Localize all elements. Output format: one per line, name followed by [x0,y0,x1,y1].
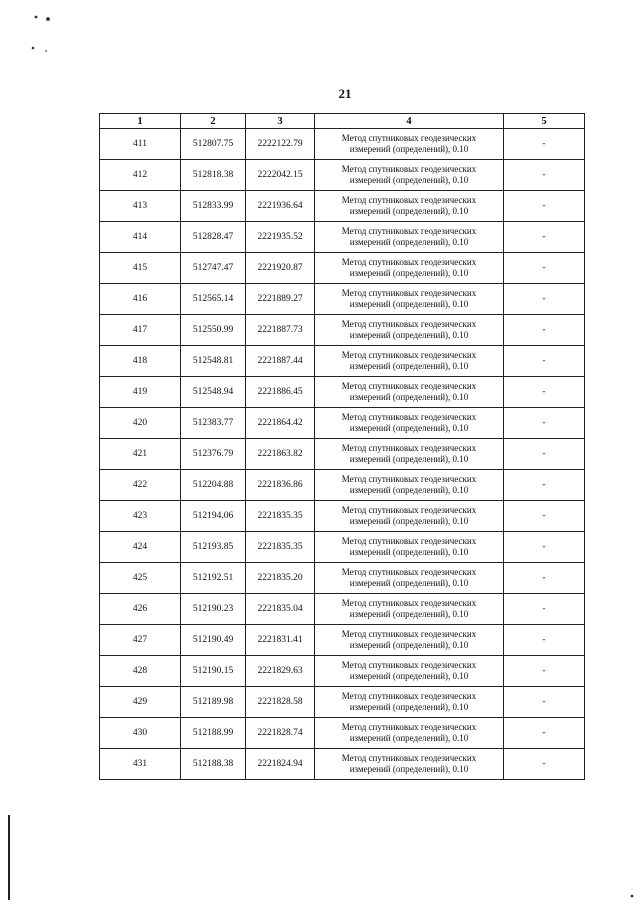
y-coordinate-cell: 2222042.15 [246,160,315,191]
table-row [100,377,585,408]
method-line-2: измерений (определений), 0.10 [349,609,469,619]
y-coordinate-cell: 2222122.79 [246,129,315,160]
point-number-cell: 413 [100,191,181,222]
y-coordinate-cell: 2221887.44 [246,346,315,377]
header-col-3: 3 [246,114,315,129]
method-line-1: Метод спутниковых геодезических [341,443,477,453]
y-coordinate-cell: 2221828.74 [246,718,315,749]
table-row [100,160,585,191]
x-coordinate-cell: 512747.47 [181,253,246,284]
table-row [100,625,585,656]
method-cell [315,563,504,594]
x-coordinate-cell: 512807.75 [181,129,246,160]
x-coordinate-cell: 512833.99 [181,191,246,222]
method-line-1: Метод спутниковых геодезических [341,505,477,515]
point-number-cell: 427 [100,625,181,656]
point-number-cell: 431 [100,749,181,780]
method-line-1: Метод спутниковых геодезических [341,753,477,763]
y-coordinate-cell: 2221863.82 [246,439,315,470]
point-number-cell: 418 [100,346,181,377]
column-5-cell: - [504,346,585,377]
method-line-2: измерений (определений), 0.10 [349,423,469,433]
point-number-cell: 420 [100,408,181,439]
table-row [100,470,585,501]
column-5-cell: - [504,129,585,160]
scan-speck [631,895,634,898]
method-line-2: измерений (определений), 0.10 [349,175,469,185]
method-line-2: измерений (определений), 0.10 [349,237,469,247]
point-number-cell: 414 [100,222,181,253]
scan-speck [45,50,47,52]
y-coordinate-cell: 2221828.58 [246,687,315,718]
method-cell [315,687,504,718]
method-line-1: Метод спутниковых геодезических [341,691,477,701]
method-line-1: Метод спутниковых геодезических [341,567,477,577]
method-line-2: измерений (определений), 0.10 [349,206,469,216]
table-row [100,718,585,749]
y-coordinate-cell: 2221864.42 [246,408,315,439]
method-cell [315,470,504,501]
method-cell [315,718,504,749]
method-cell [315,377,504,408]
method-line-1: Метод спутниковых геодезических [341,598,477,608]
method-line-2: измерений (определений), 0.10 [349,733,469,743]
point-number-cell: 419 [100,377,181,408]
table-row [100,656,585,687]
point-number-cell: 426 [100,594,181,625]
method-line-1: Метод спутниковых геодезических [341,722,477,732]
table-row [100,563,585,594]
method-line-1: Метод спутниковых геодезических [341,195,477,205]
table-row [100,749,585,780]
x-coordinate-cell: 512188.38 [181,749,246,780]
method-cell [315,408,504,439]
column-5-cell: - [504,718,585,749]
method-cell [315,594,504,625]
coordinates-table [99,113,585,780]
page-number: 21 [338,86,352,101]
column-5-cell: - [504,408,585,439]
y-coordinate-cell: 2221920.87 [246,253,315,284]
column-5-cell: - [504,563,585,594]
method-line-1: Метод спутниковых геодезических [341,288,477,298]
method-cell [315,656,504,687]
method-line-1: Метод спутниковых геодезических [341,226,477,236]
column-5-cell: - [504,470,585,501]
x-coordinate-cell: 512188.99 [181,718,246,749]
column-5-cell: - [504,687,585,718]
method-line-2: измерений (определений), 0.10 [349,454,469,464]
table-row [100,129,585,160]
table-row [100,594,585,625]
table-row [100,687,585,718]
column-5-cell: - [504,501,585,532]
x-coordinate-cell: 512548.94 [181,377,246,408]
column-5-cell: - [504,377,585,408]
column-5-cell: - [504,532,585,563]
x-coordinate-cell: 512828.47 [181,222,246,253]
y-coordinate-cell: 2221829.63 [246,656,315,687]
table-row [100,439,585,470]
y-coordinate-cell: 2221889.27 [246,284,315,315]
header-col-4: 4 [315,114,504,129]
y-coordinate-cell: 2221886.45 [246,377,315,408]
method-line-2: измерений (определений), 0.10 [349,671,469,681]
header-col-1: 1 [100,114,181,129]
column-5-cell: - [504,160,585,191]
header-row [100,114,585,129]
x-coordinate-cell: 512550.99 [181,315,246,346]
point-number-cell: 424 [100,532,181,563]
point-number-cell: 423 [100,501,181,532]
point-number-cell: 429 [100,687,181,718]
method-cell [315,253,504,284]
point-number-cell: 428 [100,656,181,687]
point-number-cell: 421 [100,439,181,470]
x-coordinate-cell: 512204.88 [181,470,246,501]
table-row [100,253,585,284]
column-5-cell: - [504,625,585,656]
method-cell [315,625,504,656]
table-row [100,346,585,377]
table-row [100,501,585,532]
point-number-cell: 416 [100,284,181,315]
y-coordinate-cell: 2221836.86 [246,470,315,501]
point-number-cell: 425 [100,563,181,594]
method-cell [315,222,504,253]
method-line-1: Метод спутниковых геодезических [341,257,477,267]
table-row [100,191,585,222]
column-5-cell: - [504,749,585,780]
x-coordinate-cell: 512190.15 [181,656,246,687]
method-line-1: Метод спутниковых геодезических [341,381,477,391]
method-line-2: измерений (определений), 0.10 [349,485,469,495]
scan-edge-line [8,815,10,900]
table-row [100,315,585,346]
method-line-2: измерений (определений), 0.10 [349,764,469,774]
method-line-1: Метод спутниковых геодезических [341,660,477,670]
x-coordinate-cell: 512189.98 [181,687,246,718]
y-coordinate-cell: 2221831.41 [246,625,315,656]
header-col-2: 2 [181,114,246,129]
y-coordinate-cell: 2221835.35 [246,501,315,532]
point-number-cell: 415 [100,253,181,284]
method-line-2: измерений (определений), 0.10 [349,268,469,278]
column-5-cell: - [504,656,585,687]
method-line-1: Метод спутниковых геодезических [341,350,477,360]
column-5-cell: - [504,253,585,284]
method-cell [315,315,504,346]
scan-speck [46,17,50,21]
method-line-1: Метод спутниковых геодезических [341,133,477,143]
x-coordinate-cell: 512192.51 [181,563,246,594]
x-coordinate-cell: 512190.23 [181,594,246,625]
method-cell [315,346,504,377]
x-coordinate-cell: 512193.85 [181,532,246,563]
table-row [100,284,585,315]
method-line-1: Метод спутниковых геодезических [341,319,477,329]
x-coordinate-cell: 512383.77 [181,408,246,439]
x-coordinate-cell: 512190.49 [181,625,246,656]
method-line-2: измерений (определений), 0.10 [349,702,469,712]
method-line-1: Метод спутниковых геодезических [341,629,477,639]
y-coordinate-cell: 2221824.94 [246,749,315,780]
method-line-1: Метод спутниковых геодезических [341,164,477,174]
method-line-2: измерений (определений), 0.10 [349,392,469,402]
method-line-2: измерений (определений), 0.10 [349,516,469,526]
method-cell [315,129,504,160]
point-number-cell: 412 [100,160,181,191]
x-coordinate-cell: 512818.38 [181,160,246,191]
method-cell [315,439,504,470]
point-number-cell: 411 [100,129,181,160]
y-coordinate-cell: 2221936.64 [246,191,315,222]
y-coordinate-cell: 2221835.35 [246,532,315,563]
method-line-2: измерений (определений), 0.10 [349,299,469,309]
method-cell [315,160,504,191]
column-5-cell: - [504,439,585,470]
method-line-2: измерений (определений), 0.10 [349,144,469,154]
method-line-2: измерений (определений), 0.10 [349,547,469,557]
x-coordinate-cell: 512565.14 [181,284,246,315]
method-line-2: измерений (определений), 0.10 [349,330,469,340]
method-cell [315,284,504,315]
method-cell [315,191,504,222]
column-5-cell: - [504,284,585,315]
column-5-cell: - [504,315,585,346]
method-cell [315,749,504,780]
column-5-cell: - [504,222,585,253]
header-col-5: 5 [504,114,585,129]
method-line-1: Метод спутниковых геодезических [341,474,477,484]
table-row [100,222,585,253]
x-coordinate-cell: 512548.81 [181,346,246,377]
method-line-2: измерений (определений), 0.10 [349,640,469,650]
y-coordinate-cell: 2221935.52 [246,222,315,253]
point-number-cell: 422 [100,470,181,501]
method-line-1: Метод спутниковых геодезических [341,412,477,422]
y-coordinate-cell: 2221835.04 [246,594,315,625]
method-line-1: Метод спутниковых геодезических [341,536,477,546]
table-row [100,532,585,563]
y-coordinate-cell: 2221835.20 [246,563,315,594]
scan-speck [32,47,35,50]
x-coordinate-cell: 512194.06 [181,501,246,532]
table-row [100,408,585,439]
method-cell [315,532,504,563]
x-coordinate-cell: 512376.79 [181,439,246,470]
point-number-cell: 430 [100,718,181,749]
scan-speck [35,16,38,19]
method-line-2: измерений (определений), 0.10 [349,578,469,588]
point-number-cell: 417 [100,315,181,346]
column-5-cell: - [504,191,585,222]
column-5-cell: - [504,594,585,625]
method-cell [315,501,504,532]
y-coordinate-cell: 2221887.73 [246,315,315,346]
method-line-2: измерений (определений), 0.10 [349,361,469,371]
